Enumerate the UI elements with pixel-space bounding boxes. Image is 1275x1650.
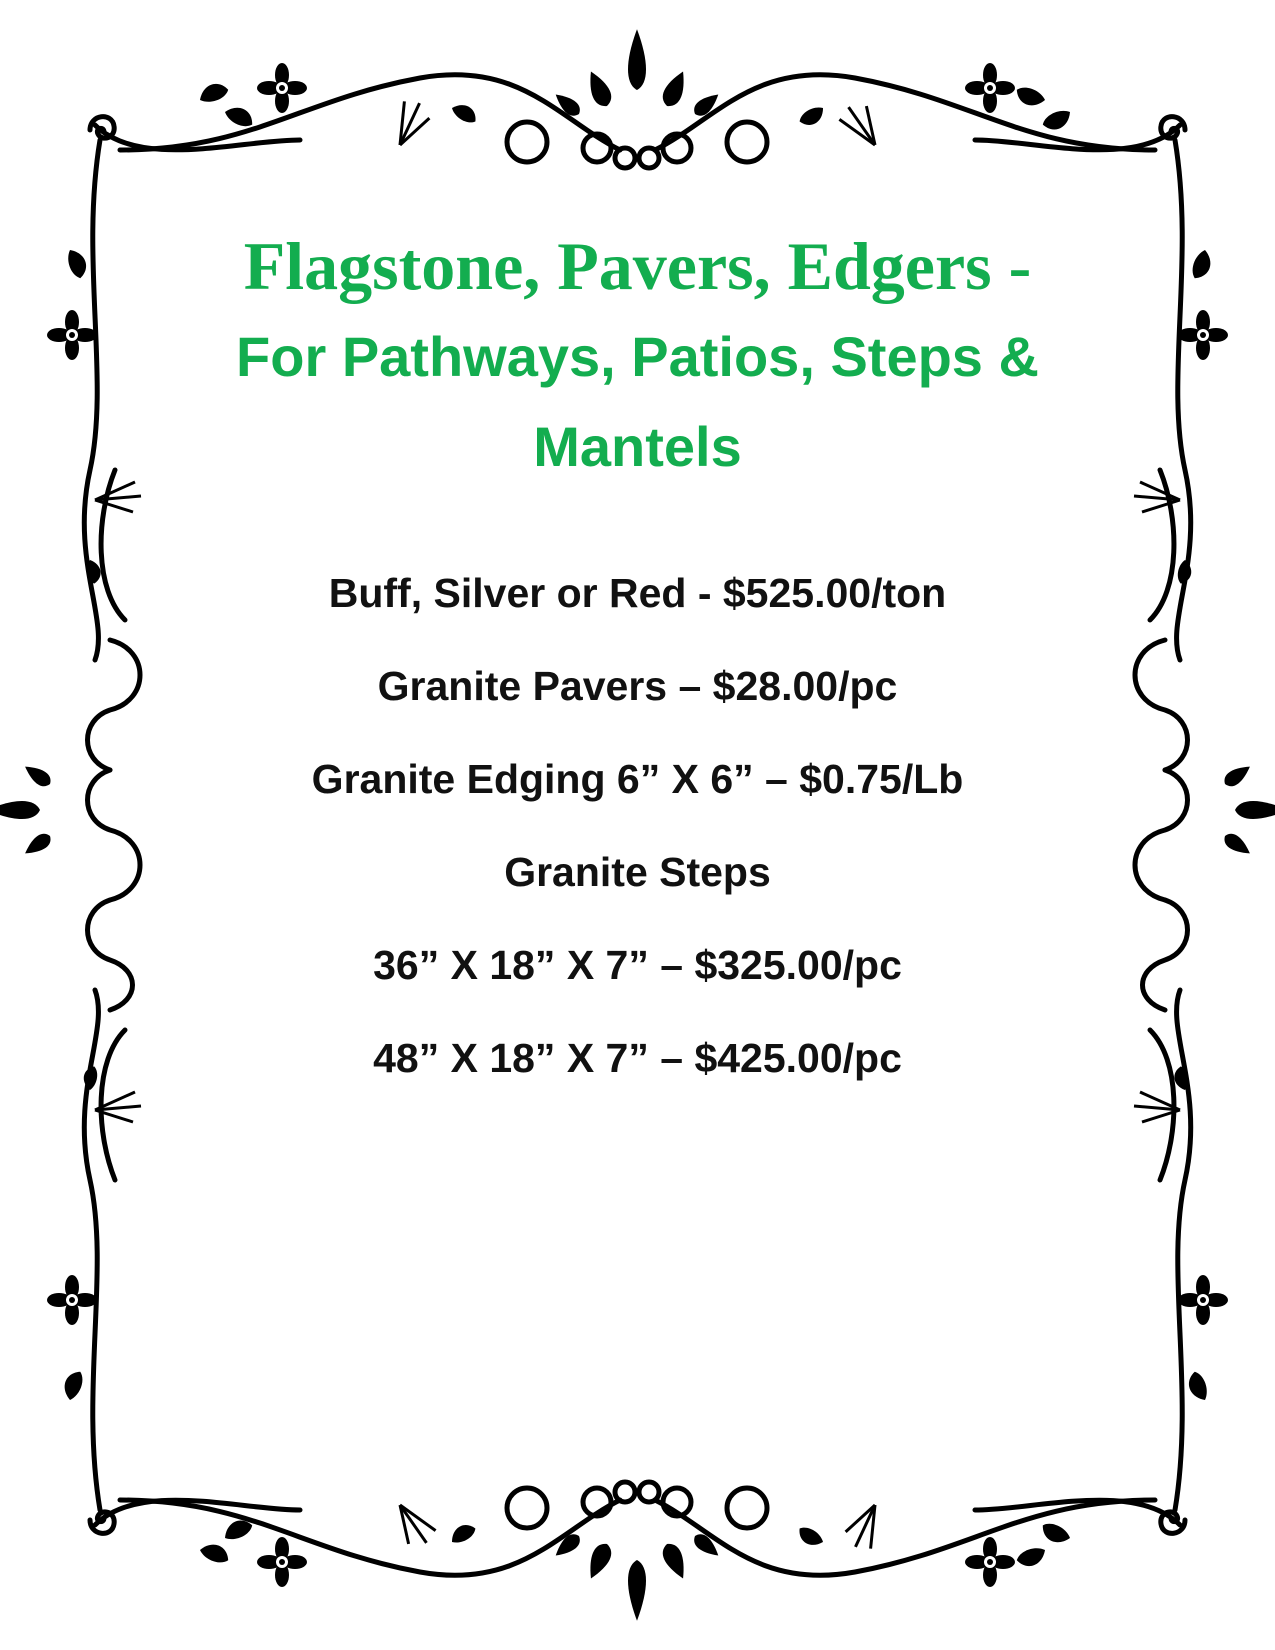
heading-line-1: Flagstone, Pavers, Edgers -	[243, 228, 1032, 304]
heading-line-3-text: Mantels	[533, 415, 742, 478]
price-line-granite-steps-heading: Granite Steps	[504, 849, 771, 895]
price-line-flagstone: Buff, Silver or Red - $525.00/ton	[328, 570, 947, 616]
price-line-step-48: 48” X 18” X 7” – $425.00/pc	[373, 1035, 902, 1081]
price-list	[140, 558, 1135, 1116]
price-line-step-36: 36” X 18” X 7” – $325.00/pc	[373, 942, 902, 988]
heading-line-2-text: For Pathways, Patios, Steps &	[236, 325, 1039, 388]
price-line-granite-pavers: Granite Pavers – $28.00/pc	[377, 663, 898, 709]
price-line-granite-edging: Granite Edging 6” X 6” – $0.75/Lb	[311, 756, 964, 802]
heading-line-2	[140, 312, 1135, 492]
